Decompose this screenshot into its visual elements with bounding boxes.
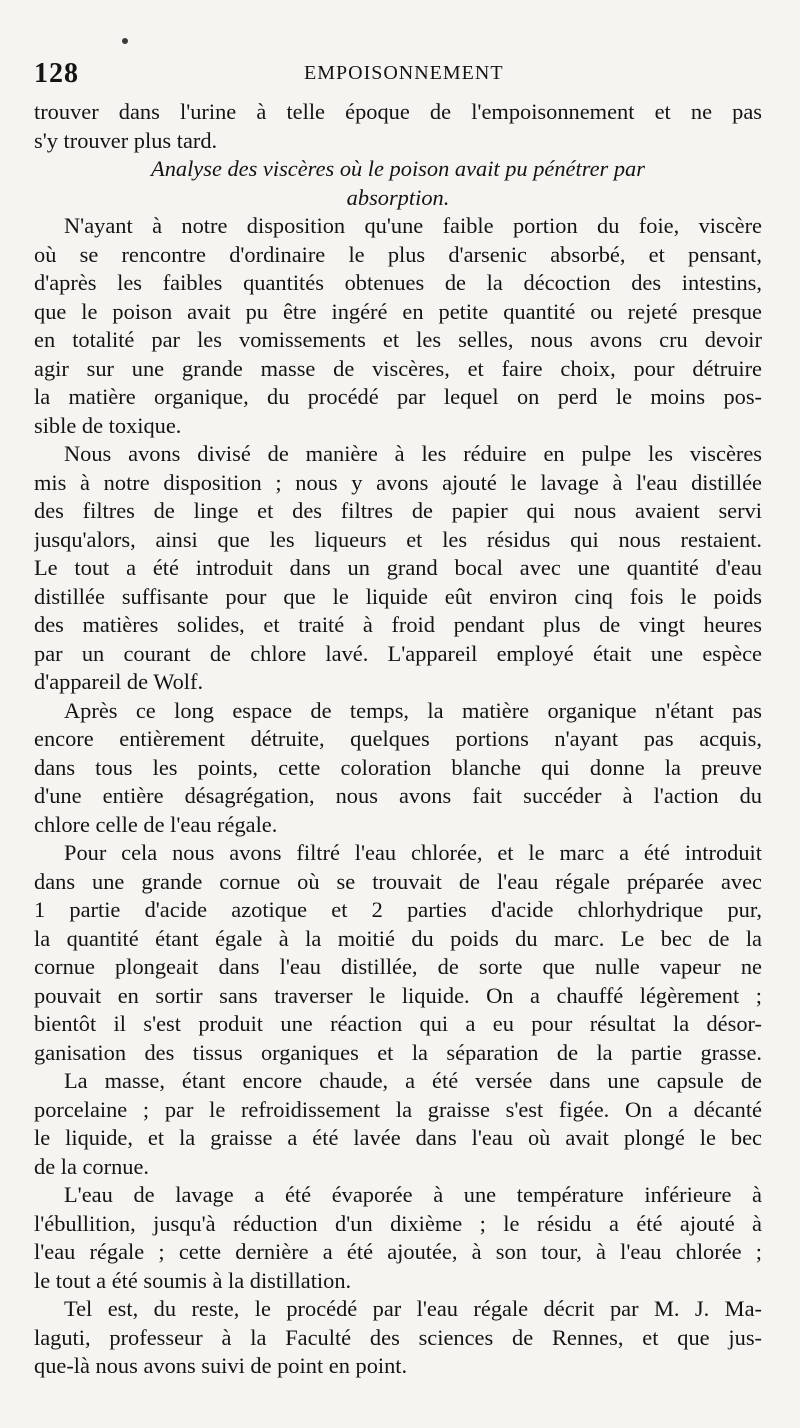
- text-line: chlore celle de l'eau régale.: [34, 811, 278, 837]
- text-line: d'après les faibles quantités obtenues de la décoction des intestins,: [34, 270, 762, 295]
- text-line: par un courant de chlore lavé. L'appareil employé était une espèce: [34, 640, 762, 666]
- text-line: dans tous les points, cette coloration blanche qui donne la preuve: [34, 754, 762, 780]
- text-line: agir sur une grande masse de viscères, et faire choix, pour détruire: [34, 355, 762, 381]
- text-line: s'y trouver plus tard.: [34, 127, 218, 153]
- text-line: mis à notre disposition ; nous y avons ajouté le lavage à l'eau distillée: [34, 469, 762, 495]
- text-line: trouver dans l'urine à telle époque de l'empoisonnement et ne pas: [34, 99, 762, 124]
- text-line: 1 partie d'acide azotique et 2 parties d'acide chlorhydrique pur,: [34, 897, 762, 922]
- text-line: où se rencontre d'ordinaire le plus d'arsenic absorbé, et pensant,: [34, 241, 762, 267]
- text-line: encore entièrement détruite, quelques portions n'ayant pas acquis,: [34, 726, 762, 751]
- text-line: le liquide, et la graisse a été lavée dans l'eau où avait plongé le bec: [34, 1125, 762, 1150]
- text-line: l'eau régale ; cette dernière a été ajoutée, à son tour, à l'eau chlorée ;: [34, 1239, 762, 1264]
- body-text: [34, 98, 762, 1381]
- text-line: de la cornue.: [34, 1153, 150, 1179]
- text-line: la matière organique, du procédé par lequel on perd le moins pos-: [34, 384, 762, 409]
- text-line: le tout a été soumis à la distillation.: [34, 1267, 352, 1293]
- text-line: la quantité étant égale à la moitié du poids du marc. Le bec de la: [34, 925, 762, 951]
- text-line: L'eau de lavage a été évaporée à une température inférieure à: [64, 1182, 762, 1207]
- text-line: ganisation des tissus organiques et la séparation de la partie grasse.: [34, 1039, 762, 1065]
- text-line: sible de toxique.: [34, 412, 182, 438]
- text-line: Nous avons divisé de manière à les réduire en pulpe les viscères: [64, 441, 762, 466]
- text-line: que-là nous avons suivi de point en point.: [34, 1353, 408, 1378]
- text-line: N'ayant à notre disposition qu'une faible portion du foie, viscère: [64, 213, 762, 238]
- text-line: d'une entière désagrégation, nous avons fait succéder à l'action du: [34, 783, 762, 808]
- text-line: porcelaine ; par le refroidissement la graisse s'est figée. On a décanté: [34, 1096, 762, 1122]
- text-line: Pour cela nous avons filtré l'eau chlorée, et le marc a été introduit: [64, 840, 762, 865]
- text-line: que le poison avait pu être ingéré en petite quantité ou rejeté presque: [34, 298, 762, 324]
- text-line: La masse, étant encore chaude, a été versée dans une capsule de: [64, 1068, 762, 1093]
- text-line: cornue plongeait dans l'eau distillée, de sorte que nulle vapeur ne: [34, 954, 762, 979]
- text-line: Le tout a été introduit dans un grand bocal avec une quantité d'eau: [34, 555, 762, 580]
- text-line: l'ébullition, jusqu'à réduction d'un dixième ; le résidu a été ajouté à: [34, 1210, 762, 1236]
- text-line: distillée suffisante pour que le liquide eût environ cinq fois le poids: [34, 583, 762, 609]
- text-line: bientôt il s'est produit une réaction qui a eu pour résultat la désor-: [34, 1011, 762, 1036]
- text-line: Après ce long espace de temps, la matière organique n'étant pas: [64, 697, 762, 723]
- page-number: 128: [34, 58, 79, 89]
- text-line: en totalité par les vomissements et les selles, nous avons cru devoir: [34, 327, 762, 352]
- running-title: EMPOISONNEMENT: [304, 62, 504, 84]
- text-line: d'appareil de Wolf.: [34, 669, 204, 694]
- text-line: Tel est, du reste, le procédé par l'eau régale décrit par M. J. Ma-: [64, 1296, 762, 1321]
- text-line: pouvait en sortir sans traverser le liquide. On a chauffé légèrement ;: [34, 982, 762, 1008]
- text-line: dans une grande cornue où se trouvait de l'eau régale préparée avec: [34, 868, 762, 894]
- text-line: des filtres de linge et des filtres de papier qui nous avaient servi: [34, 498, 762, 523]
- page-header: [34, 58, 764, 94]
- section-heading: Analyse des viscères où le poison avait pu pénétrer par: [151, 156, 645, 181]
- ink-dot: [122, 38, 128, 44]
- text-line: laguti, professeur à la Faculté des sciences de Rennes, et que jus-: [34, 1324, 762, 1350]
- section-heading: absorption.: [346, 184, 450, 210]
- text-line: des matières solides, et traité à froid pendant plus de vingt heures: [34, 612, 762, 637]
- text-line: jusqu'alors, ainsi que les liqueurs et les résidus qui nous restaient.: [34, 526, 762, 552]
